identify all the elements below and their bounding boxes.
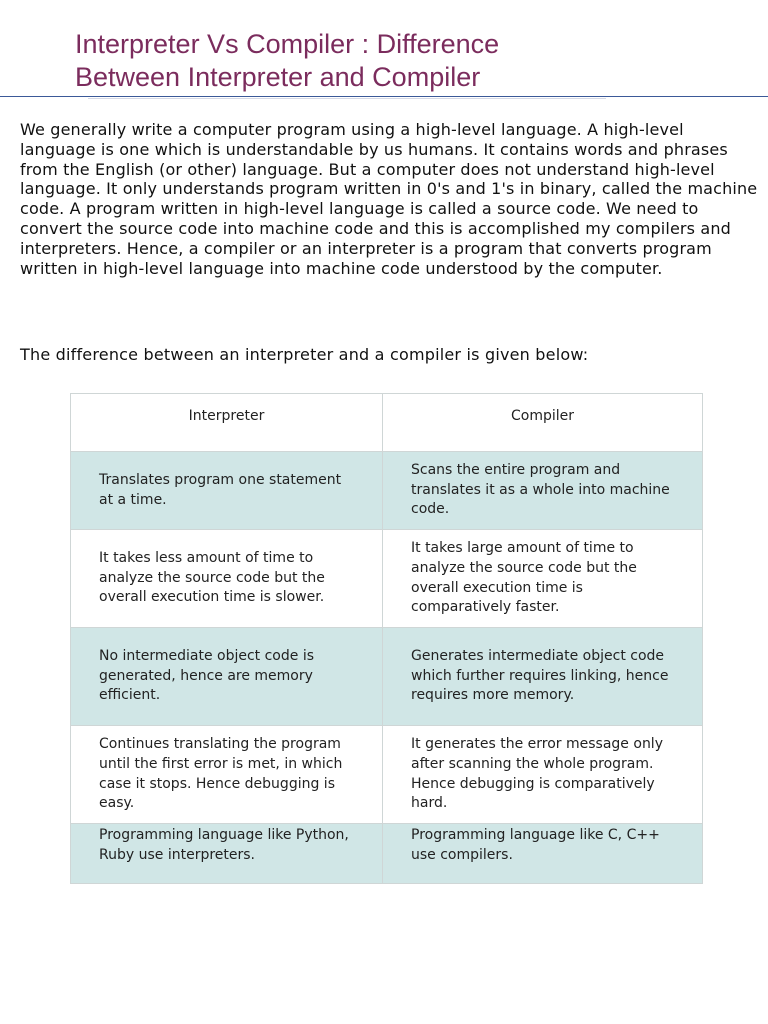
title-divider [0,96,768,97]
page-title-line-1: Interpreter Vs Compiler : Difference [75,29,500,59]
table-lead-sentence: The difference between an interpreter and a compiler is given below: [20,345,589,364]
compiler-cell: Scans the entire program and translates it as a whole into machine code. [383,452,703,530]
page-title-line-2: Between Interpreter and Compiler [75,62,481,92]
compiler-cell: Programming language like C, C++ use compilers. [383,824,703,884]
table-row [71,726,703,824]
table-row [71,530,703,628]
interpreter-cell: Translates program one statement at a time. [71,452,383,530]
interpreter-cell: Programming language like Python, Ruby use interpreters. [71,824,383,884]
table-row [71,824,703,884]
compiler-cell: It takes large amount of time to analyze the source code but the overall execution time is comparatively faster. [383,530,703,628]
intro-paragraph: We generally write a computer program using a high-level language. A high-level language is one which is understandable by us humans. It contains words and phrases from the English (or other) language. But a computer does not understand high-level language. It only understands program written in 0's and 1's in binary, called the machine code. A program written in high-level language is called a source code. We need to convert the source code into machine code and this is accomplished my compilers and interpreters. Hence, a compiler or an interpreter is a program that converts program written in high-level language into machine code understood by the computer. [20,120,758,278]
title-divider-shadow [88,98,606,99]
compiler-cell: Generates intermediate object code which further requires linking, hence requires more memory. [383,628,703,726]
column-header-interpreter: Interpreter [71,394,383,452]
page-title [75,28,715,94]
table-row [71,628,703,726]
interpreter-cell: No intermediate object code is generated, hence are memory efficient. [71,628,383,726]
interpreter-cell: It takes less amount of time to analyze the source code but the overall execution time is slower. [71,530,383,628]
table-row [71,452,703,530]
compiler-cell: It generates the error message only after scanning the whole program. Hence debugging is comparatively hard. [383,726,703,824]
comparison-table [70,393,703,884]
column-header-compiler: Compiler [383,394,703,452]
interpreter-cell: Continues translating the program until the first error is met, in which case it stops. Hence debugging is easy. [71,726,383,824]
table-header-row [71,394,703,452]
